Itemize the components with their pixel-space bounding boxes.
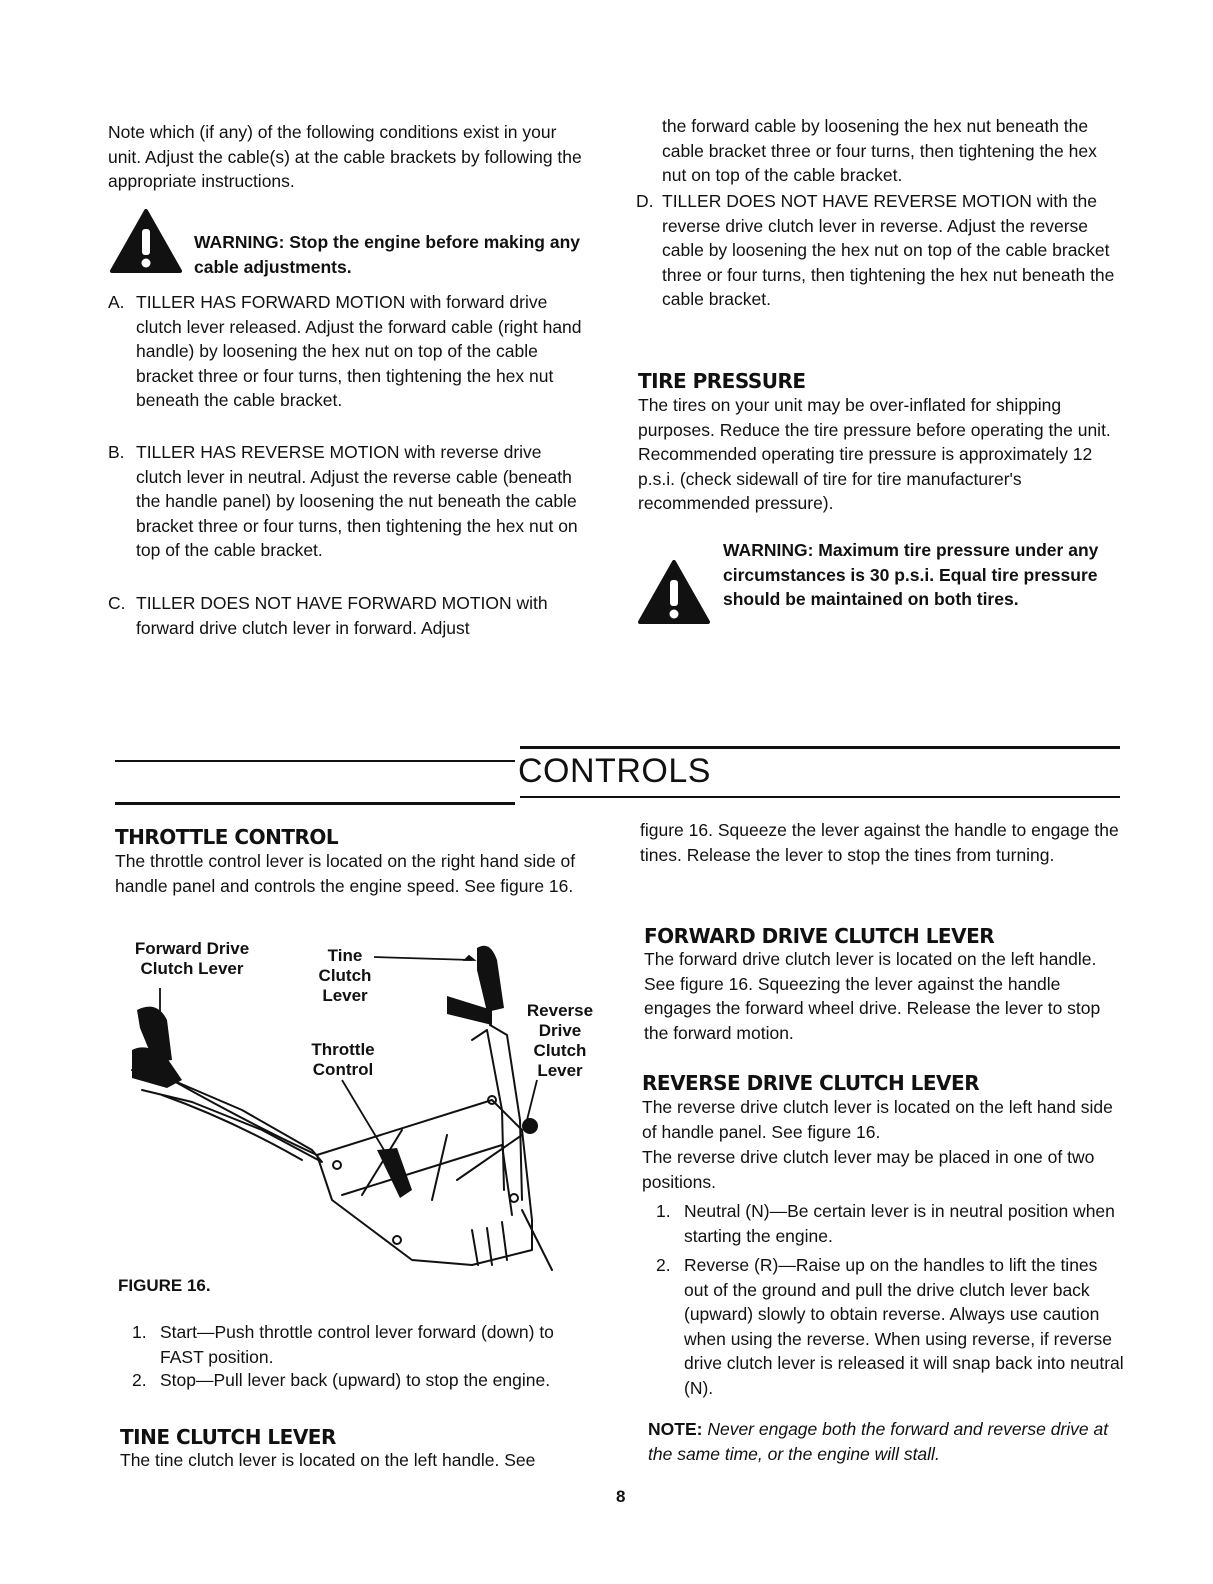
condition-c-continuation: the forward cable by loosening the hex nut beneath the cable bracket three or four turns, then tightening the hex nut on top of the cable bracket. [662,116,1097,185]
tire-pressure-heading: TIRE PRESSURE [638,369,806,393]
condition-b-label: B. [108,442,125,462]
intro-paragraph: Note which (if any) of the following conditions exist in your unit. Adjust the cable(s) at the cable brackets by following the appropriate instructions. [108,122,582,191]
condition-d [636,189,1122,313]
reverse-drive-text-2: The reverse drive clutch lever may be placed in one of two positions. [642,1147,1095,1192]
condition-b-text: TILLER HAS REVERSE MOTION with reverse drive clutch lever in neutral. Adjust the reverse cable (beneath the handle panel) by loosening the nut beneath the cable bracket three or four turns, then tightening the hex nut on top of the cable bracket. [136,442,578,560]
controls-rule-bottom-left [115,802,515,805]
throttle-step-2: 2. Stop—Pull lever back (upward) to stop the engine. [132,1370,551,1390]
condition-a-text: TILLER HAS FORWARD MOTION with forward drive clutch lever released. Adjust the forward cable (right hand handle) by loosening the hex nut on top of the cable bracket three or four turns, then tightening the hex nut beneath the cable bracket. [136,292,582,410]
label-reverse-drive-clutch: Reverse Drive Clutch Lever [526,1001,594,1080]
throttle-step-1: 1. Start—Push throttle control lever forward (down) to FAST position. [132,1322,554,1367]
condition-c-text: TILLER DOES NOT HAVE FORWARD MOTION with forward drive clutch lever in forward. Adjust [136,593,548,638]
condition-b [108,440,593,588]
page-number: 8 [616,1487,626,1506]
note-text: Never engage both the forward and reverse drive at the same time, or the engine will stall. [648,1419,1109,1464]
condition-a-label: A. [108,292,125,312]
label-tine-clutch-lever: Tine Clutch Lever [318,946,372,1005]
condition-c-label: C. [108,593,126,613]
warning-icon [638,558,710,626]
tire-pressure-warning: WARNING: Maximum tire pressure under any circumstances is 30 p.s.i. Equal tire pressure should be maintained on both tires. [723,540,1099,609]
condition-d-label: D. [636,191,654,211]
tire-pressure-text: The tires on your unit may be over-inflated for shipping purposes. Reduce the tire pressure before operating the unit. Recommended operating tire pressure is approximately 12 p.s.i. (check sidewall of tire for tire manufacturer's recommended pressure). [638,395,1111,513]
reverse-drive-text-1: The reverse drive clutch lever is located on the left hand side of handle panel. See figure 16. [642,1097,1113,1142]
throttle-control-text: The throttle control lever is located on the right hand side of handle panel and controls the engine speed. See figure 16. [115,851,576,896]
reverse-step-1: 1. Neutral (N)—Be certain lever is in neutral position when starting the engine. [656,1201,1115,1246]
engine-warning-text: WARNING: Stop the engine before making any cable adjustments. [194,232,581,277]
label-throttle-control: Throttle Control [311,1040,375,1079]
note-label: NOTE: [648,1419,703,1439]
forward-drive-text: The forward drive clutch lever is located on the left handle. See figure 16. Squeezing the lever against the handle engages the forward wheel drive. Release the lever to stop the forward motion. [644,949,1101,1043]
forward-drive-heading: FORWARD DRIVE CLUTCH LEVER [644,924,995,948]
figure-caption: FIGURE 16. [118,1276,211,1295]
controls-rule-bottom-right [520,796,1120,798]
condition-d-text: TILLER DOES NOT HAVE REVERSE MOTION with the reverse drive clutch lever in reverse. Adjust the reverse cable by loosening the hex nut on top of the cable bracket three or four turns, then tightening the hex nut beneath the cable bracket. [662,191,1115,309]
controls-rule-top-right [520,746,1120,749]
controls-title: CONTROLS [518,752,711,790]
tine-clutch-heading: TINE CLUTCH LEVER [120,1425,336,1449]
controls-rule-top-left [115,760,515,762]
warning-icon [110,207,182,275]
label-forward-drive-clutch: Forward Drive Clutch Lever [134,939,250,978]
tine-clutch-continuation: figure 16. Squeeze the lever against the handle to engage the tines. Release the lever to stop the tines from turning. [640,820,1119,865]
note-paragraph [648,1417,1126,1466]
reverse-drive-heading: REVERSE DRIVE CLUTCH LEVER [642,1071,980,1095]
throttle-control-heading: THROTTLE CONTROL [115,825,339,849]
tine-clutch-text: The tine clutch lever is located on the left handle. See [120,1450,536,1470]
reverse-step-2: 2. Reverse (R)—Raise up on the handles to lift the tines out of the ground and pull the drive clutch lever back (upward) slowly to obtain reverse. Always use caution when using the reverse. When using reverse, if reverse drive clutch lever is released it will snap back into neutral (N). [656,1255,1124,1398]
condition-a [108,290,593,440]
condition-c [108,591,593,643]
